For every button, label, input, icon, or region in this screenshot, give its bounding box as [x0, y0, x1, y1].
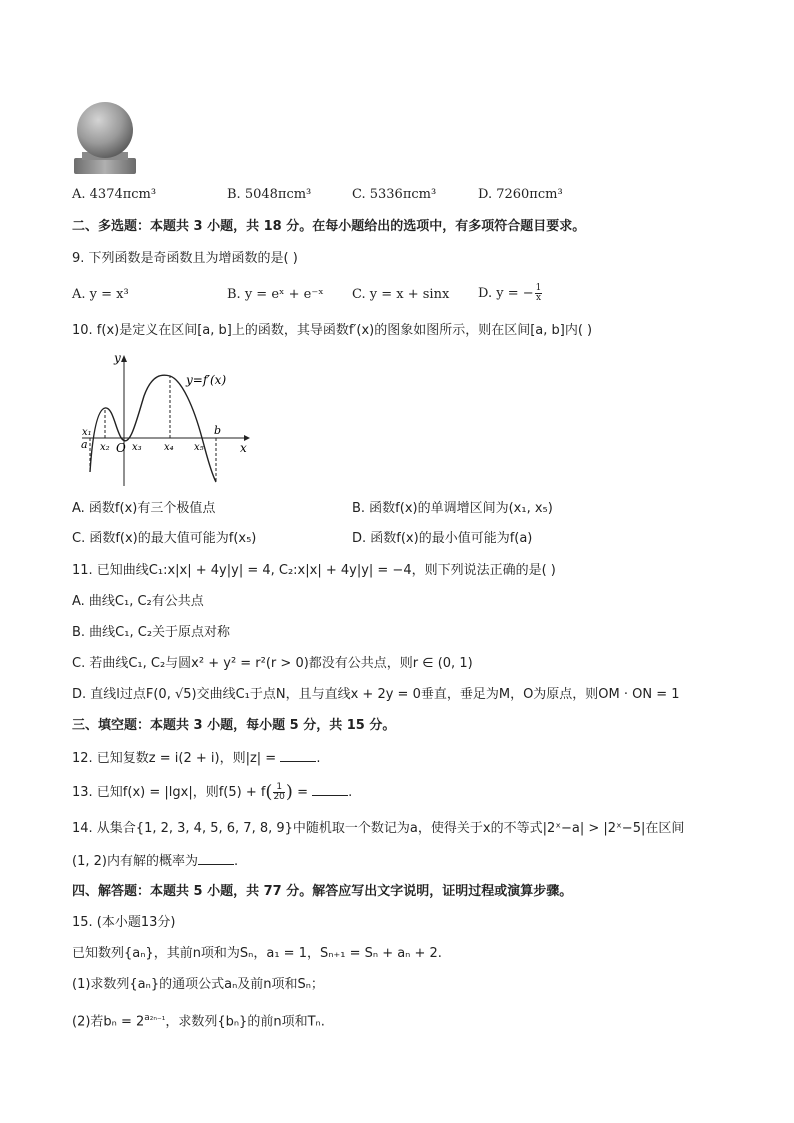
x4-label: x₄: [164, 442, 174, 453]
q12-line: [72, 749, 320, 768]
q11-option-c: C. 若曲线C₁, C₂与圆x² + y² = r²(r > 0)都没有公共点，则r ∈ (0, 1): [72, 656, 473, 671]
derivative-graph: [78, 352, 250, 490]
y-axis-arrow: [121, 355, 127, 362]
q9-option-c: C. y = x + sinx: [352, 287, 450, 302]
curve-label: y=f′(x): [186, 373, 227, 387]
q9-option-d: [478, 284, 543, 303]
q14-answer-blank: [198, 852, 234, 865]
q13-suffix: =: [292, 785, 308, 800]
section-3-heading: 三、填空题：本题共 3 小题，每小题 5 分，共 15 分。: [72, 718, 396, 733]
x1-label: x₁: [82, 427, 92, 438]
y-axis-label: y: [114, 352, 121, 365]
q10-option-b: B. 函数f(x)的单调增区间为(x₁, x₅): [352, 501, 553, 516]
q13-left-paren: (: [265, 781, 273, 803]
q14-line-2-text: (1, 2)内有解的概率为: [72, 854, 198, 869]
q15-part-2-suffix: ，求数列{bₙ}的前n项和Tₙ.: [165, 1014, 325, 1030]
q8-option-b: B. 5048πcm³: [227, 187, 312, 202]
q9-option-b: B. y = eˣ + e⁻ˣ: [227, 287, 324, 302]
x-axis-label: x: [240, 441, 247, 455]
q9-d-denominator: x: [535, 293, 542, 303]
q12-end: .: [316, 751, 321, 766]
q14-line-1: 14. 从集合{1, 2, 3, 4, 5, 6, 7, 8, 9}中随机取一个数记为a，使得关于x的不等式|2ˣ−a| > |2ˣ−5|在区间: [72, 821, 685, 836]
q14-end: .: [233, 854, 239, 869]
q13-answer-blank: [312, 783, 348, 796]
q13-prefix: 13. 已知f(x) = |lgx|，则f(5) + f: [72, 785, 266, 800]
q15-part-2: [72, 1009, 325, 1031]
x2-label: x₂: [100, 442, 110, 453]
stone-sphere-image: [72, 100, 138, 176]
q13-line: [72, 783, 352, 802]
derivative-curve: [90, 375, 216, 482]
q9-option-a: A. y = x³: [72, 287, 129, 302]
q10-option-c: C. 函数f(x)的最大值可能为f(x₅): [72, 531, 257, 546]
q11-option-d: D. 直线l过点F(0, √5)交曲线C₁于点N，且与直线x + 2y = 0垂直，垂足为M，O为原点，则OM · ON = 1: [72, 687, 680, 702]
q8-option-a: A. 4374πcm³: [72, 187, 157, 202]
q9-d-numerator: 1: [535, 283, 542, 293]
q11-option-a: A. 曲线C₁, C₂有公共点: [72, 594, 204, 609]
q13-fraction: [273, 783, 284, 802]
q15-part-2-exponent: a₂ₙ₋₁: [144, 1013, 166, 1023]
a-label: a: [81, 438, 88, 451]
q10-stem: 10. f(x)是定义在区间[a, b]上的函数，其导函数f′(x)的图象如图所示，则在区间[a, b]内( ): [72, 323, 593, 338]
x3-label: x₃: [132, 442, 142, 453]
q10-option-a: A. 函数f(x)有三个极值点: [72, 501, 216, 516]
x5-label: x₅: [194, 442, 204, 453]
q15-title: 15. (本小题13分): [72, 915, 176, 930]
q10-option-d: D. 函数f(x)的最小值可能为f(a): [352, 531, 533, 546]
q13-frac-numerator: 1: [273, 783, 284, 793]
q15-part-1: (1)求数列{aₙ}的通项公式aₙ及前n项和Sₙ；: [72, 977, 324, 992]
origin-label: O: [116, 441, 126, 455]
section-4-heading: 四、解答题：本题共 5 小题，共 77 分。解答应写出文字说明，证明过程或演算步骤。: [72, 884, 573, 899]
q13-right-paren: ): [285, 781, 293, 803]
q8-option-d: D. 7260πcm³: [478, 187, 563, 202]
q9-stem: 9. 下列函数是奇函数且为增函数的是( ): [72, 251, 298, 266]
q13-end: .: [348, 785, 353, 800]
q14-line-2: [72, 852, 238, 871]
q12-stem: 12. 已知复数z = i(2 + i)，则|z| =: [72, 751, 277, 766]
q11-option-b: B. 曲线C₁, C₂关于原点对称: [72, 625, 231, 640]
q9-option-d-fraction: [535, 284, 543, 303]
q15-given: 已知数列{aₙ}，其前n项和为Sₙ，a₁ = 1，Sₙ₊₁ = Sₙ + aₙ + 2.: [72, 946, 442, 961]
q15-part-2-prefix: (2)若bₙ = 2: [72, 1014, 145, 1030]
b-label: b: [214, 424, 222, 437]
section-2-heading: 二、多选题：本题共 3 小题，共 18 分。在每小题给出的选项中，有多项符合题目要求。: [72, 219, 586, 234]
q8-option-c: C. 5336πcm³: [352, 187, 437, 202]
q11-stem: 11. 已知曲线C₁:x|x| + 4y|y| = 4, C₂:x|x| + 4y|y| = −4，则下列说法正确的是( ): [72, 563, 556, 578]
q9-option-d-prefix: D. y = −: [478, 286, 534, 301]
q12-answer-blank: [280, 749, 316, 762]
q13-frac-denominator: 20: [273, 792, 285, 802]
